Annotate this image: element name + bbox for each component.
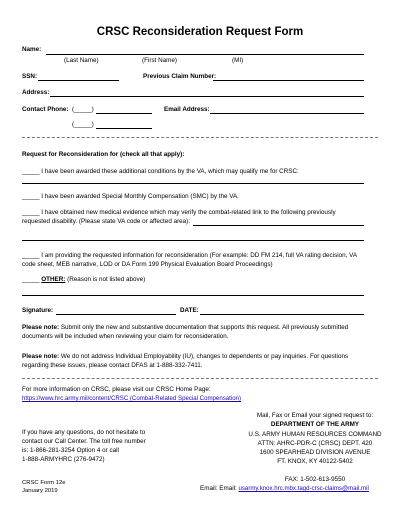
form-number: CRSC Form 12e bbox=[22, 480, 66, 486]
previous-claim-field[interactable] bbox=[213, 80, 364, 81]
date-label: DATE: bbox=[180, 307, 199, 314]
va-conditions-field[interactable] bbox=[22, 183, 364, 184]
note-submit-docs bbox=[22, 324, 348, 331]
request-heading: Request for Reconsideration for (check all that apply): bbox=[22, 151, 185, 158]
option-new-evidence[interactable]: _____ I have obtained new medical evidence which may verify the combat-related link to the following previously bbox=[22, 209, 336, 216]
date-field[interactable] bbox=[200, 314, 364, 315]
other-note: (Reason is not listed above) bbox=[65, 276, 146, 283]
mail-line-2: U.S. ARMY HUMAN RESOURCES COMMAND bbox=[248, 431, 382, 438]
mail-line-4: 1600 SPEARHEAD DIVISION AVENUE bbox=[259, 449, 371, 456]
divider-2 bbox=[22, 378, 378, 379]
other-blank: _____ bbox=[22, 276, 42, 283]
note-text: Submit only the new and substantive documentation that supports this request. All previously submitted bbox=[59, 324, 349, 331]
option-providing-info[interactable]: _____ I am providing the requested information for reconsideration (For example: DD FM 214, full VA rating decision, VA bbox=[22, 252, 358, 259]
page-title: CRSC Reconsideration Request Form bbox=[96, 26, 304, 38]
call-center-line-3: is: 1-866-281-3254 Option 4 or call bbox=[22, 447, 119, 454]
note-submit-docs-cont: documents will be included when reviewing your claim for reconsideration. bbox=[22, 333, 229, 340]
last-name-caption: (Last Name) bbox=[64, 57, 99, 64]
contact-phone-label: Contact Phone: bbox=[22, 106, 69, 113]
previous-claim-label: Previous Claim Number: bbox=[143, 73, 217, 80]
note-text-2: We do not address Individual Employability (IU), changes to dependents or pay inquiries. For questions bbox=[59, 353, 349, 360]
mail-heading: Mail, Fax or Email your signed request to: bbox=[256, 412, 374, 419]
phone-field[interactable] bbox=[96, 113, 152, 114]
form-date: January 2019 bbox=[22, 488, 58, 494]
email-address-label: Email Address: bbox=[164, 106, 210, 113]
email-prefix: Email: Email: bbox=[200, 485, 239, 492]
option-new-evidence-cont: requested disability. (Please state VA code or affected area): bbox=[22, 218, 191, 225]
first-name-caption: (First Name) bbox=[142, 57, 177, 64]
phone-field-2[interactable] bbox=[96, 128, 152, 129]
ssn-field[interactable] bbox=[38, 80, 119, 81]
email-line bbox=[200, 485, 369, 492]
fax-number: FAX: 1-502-613-9550 bbox=[284, 476, 346, 483]
mail-line-1: DEPARTMENT OF THE ARMY bbox=[270, 421, 360, 428]
email-link[interactable]: usarmy.knox.hrc.mbx.tagd-crsc-claims@mail.mil bbox=[238, 485, 369, 492]
other-label: OTHER: bbox=[41, 276, 66, 283]
other-field[interactable] bbox=[22, 295, 364, 296]
address-field[interactable] bbox=[50, 96, 364, 97]
mail-line-5: FT. KNOX, KY 40122-5402 bbox=[277, 458, 353, 465]
divider bbox=[22, 137, 378, 138]
option-providing-info-cont: code sheet, MEB narrative, LOD or DA Form 199 Physical Evaluation Board Proceedings) bbox=[22, 261, 273, 268]
note-label-2: Please note: bbox=[22, 353, 60, 360]
mail-line-3: ATTN: AHRC-PDR-C (CRSC) DEPT. 420 bbox=[257, 440, 373, 447]
note-label: Please note: bbox=[22, 324, 60, 331]
new-evidence-field-2[interactable] bbox=[22, 240, 364, 241]
new-evidence-field[interactable] bbox=[193, 225, 364, 226]
more-info-text: For more information on CRSC, please visit our CRSC Home Page: bbox=[22, 386, 211, 393]
mi-caption: (MI) bbox=[232, 57, 244, 64]
note-not-addressed-cont: regarding these issues, please contact DFAS at 1-888-332-7411. bbox=[22, 362, 203, 369]
call-center-line-1: If you have any questions, do not hesitate to bbox=[22, 429, 146, 436]
option-va-conditions[interactable]: _____ I have been awarded these additional conditions by the VA, which may qualify me for CRSC: bbox=[22, 168, 299, 175]
note-not-addressed bbox=[22, 353, 348, 360]
address-label: Address: bbox=[22, 89, 50, 96]
ssn-label: SSN: bbox=[22, 73, 38, 80]
call-center-line-4: 1-888-ARMYHRC (276-9472) bbox=[22, 456, 105, 463]
crsc-home-link[interactable]: https://www.hrc.army.mil/content/CRSC (Combat-Related Special Compensation) bbox=[22, 395, 242, 402]
email-field[interactable] bbox=[210, 113, 364, 114]
phone-area-code: (_____) bbox=[72, 106, 94, 113]
signature-label: Signature: bbox=[22, 307, 54, 314]
option-smc[interactable]: _____ I have been awarded Special Monthly Compensation (SMC) by the VA. bbox=[22, 193, 239, 200]
signature-field[interactable] bbox=[56, 314, 176, 315]
phone-area-code-2: (_____) bbox=[72, 121, 94, 128]
name-label: Name: bbox=[22, 46, 42, 53]
call-center-line-2: contact our Call Center. The toll free number bbox=[22, 438, 146, 445]
name-field[interactable] bbox=[46, 54, 364, 55]
option-other[interactable] bbox=[22, 276, 145, 283]
